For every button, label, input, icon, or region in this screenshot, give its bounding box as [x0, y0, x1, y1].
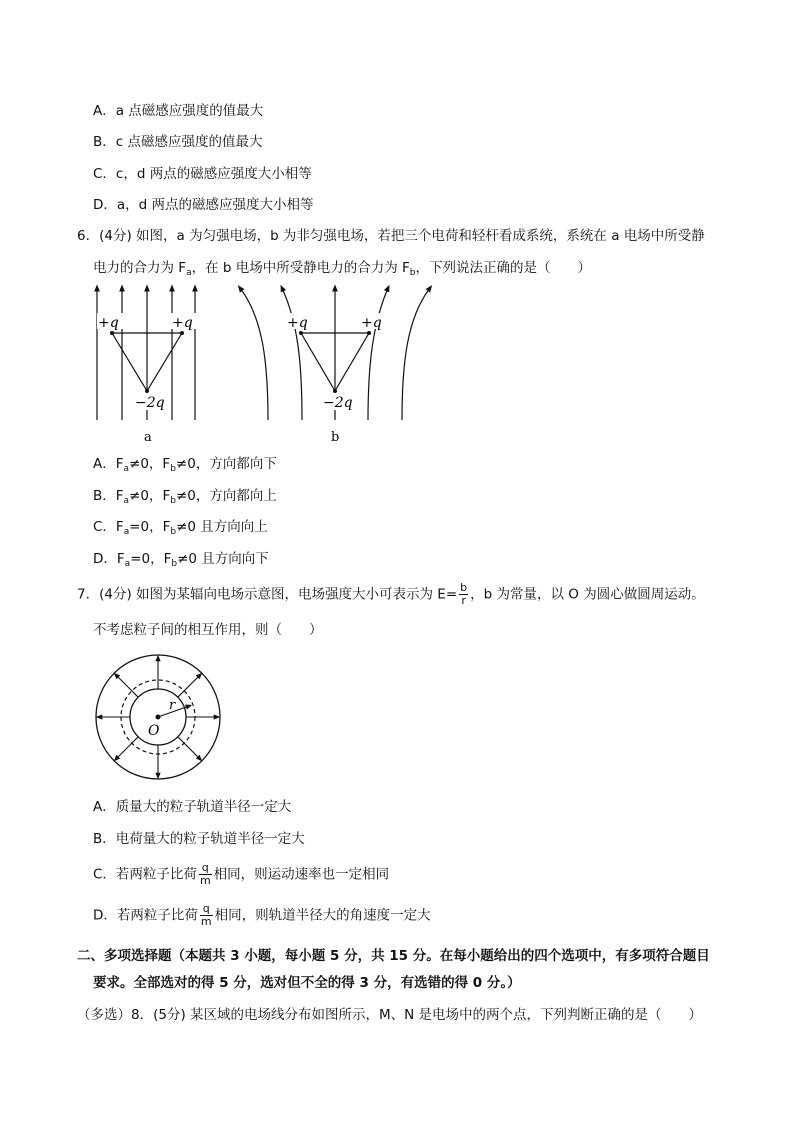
q7-option-c: C．若两粒子比荷 $\frac{q}{m}$ 相同，则运动速率也一定相同: [93, 861, 390, 887]
q5-option-d: D．a，d 两点的磁感应强度大小相等: [93, 197, 314, 213]
q7-option-d: D．若两粒子比荷 $\frac{q}{m}$ 相同，则轨道半径大的角速度一定大: [93, 902, 431, 928]
q7-stem-line2: 不考虑粒子间的相互作用，则（ ）: [93, 622, 323, 638]
q6a-label-plus-q-left: +q: [98, 315, 119, 331]
q7-option-b: B．电荷量大的粒子轨道半径一定大: [93, 831, 305, 847]
q5-option-b: B．c 点磁感应强度的值最大: [93, 134, 263, 150]
q7-label-o: O: [148, 723, 160, 739]
q6a-label-plus-q-right: +q: [172, 315, 193, 331]
section2-heading-line2: 要求。全部选对的得 5 分，选对但不全的得 3 分，有选错的得 0 分。）: [93, 975, 521, 991]
q6-stem-line2: 电力的合力为 $F_a$，在 b 电场中所受静电力的合力为 $F_b$，下列说法正确的是（ ）: [93, 260, 592, 278]
q7-option-a: A．质量大的粒子轨道半径一定大: [93, 799, 292, 815]
q6b-label-plus-q-right: +q: [361, 315, 382, 331]
q6a-label-minus-2q: −2q: [135, 395, 165, 411]
q6-option-a: A．$F_a\ne 0$，$F_b\ne 0$，方向都向下: [93, 456, 277, 474]
q7-fraction-q-over-m: $\frac{q}{m}$: [199, 861, 211, 887]
q6b-label-minus-2q: −2q: [323, 395, 353, 411]
q7-fraction-b-over-r: $\frac{b}{r}$: [460, 581, 468, 607]
q5-option-c: C．c，d 两点的磁感应强度大小相等: [93, 166, 312, 182]
q7-label-r: r: [169, 698, 176, 713]
q8-stem-line1: （多选）8．(5分) 某区域的电场线分布如图所示，M、N 是电场中的两个点，下列判断正确的是（ ）: [77, 1007, 703, 1023]
q6-option-b: B．$F_a\ne 0$，$F_b\ne 0$，方向都向上: [93, 488, 277, 506]
q6b-label-plus-q-left: +q: [287, 315, 308, 331]
q6-option-c: C．$F_a=0$，$F_b\ne 0$ 且方向向上: [93, 519, 268, 537]
q6-figure-a: [85, 283, 205, 443]
section2-heading-line1: 二、多项选择题（本题共 3 小题，每小题 5 分，共 15 分。在每小题给出的四个选项中，有多项符合题目: [77, 948, 710, 964]
q6-figure-b: [235, 283, 435, 443]
q6-stem-line1: 6．(4分) 如图，a 为匀强电场，b 为非匀强电场，若把三个电荷和轻杆看成系统，系统在 a 电场中所受静: [77, 228, 705, 244]
q7-fraction-q-over-m: $\frac{q}{m}$: [200, 902, 212, 928]
q7-stem-line1: 7．(4分) 如图为某辐向电场示意图，电场强度大小可表示为 E= $\frac{b}{r}$ ，b 为常量，以 O 为圆心做圆周运动。: [77, 581, 705, 607]
q7-figure-radial-field: [93, 652, 223, 782]
q6b-caption: b: [331, 430, 340, 445]
q6a-caption: a: [144, 430, 152, 445]
q6-option-d: D．$F_a=0$，$F_b\ne 0$ 且方向向下: [93, 551, 269, 569]
q5-option-a: A．a 点磁感应强度的值最大: [93, 103, 264, 119]
